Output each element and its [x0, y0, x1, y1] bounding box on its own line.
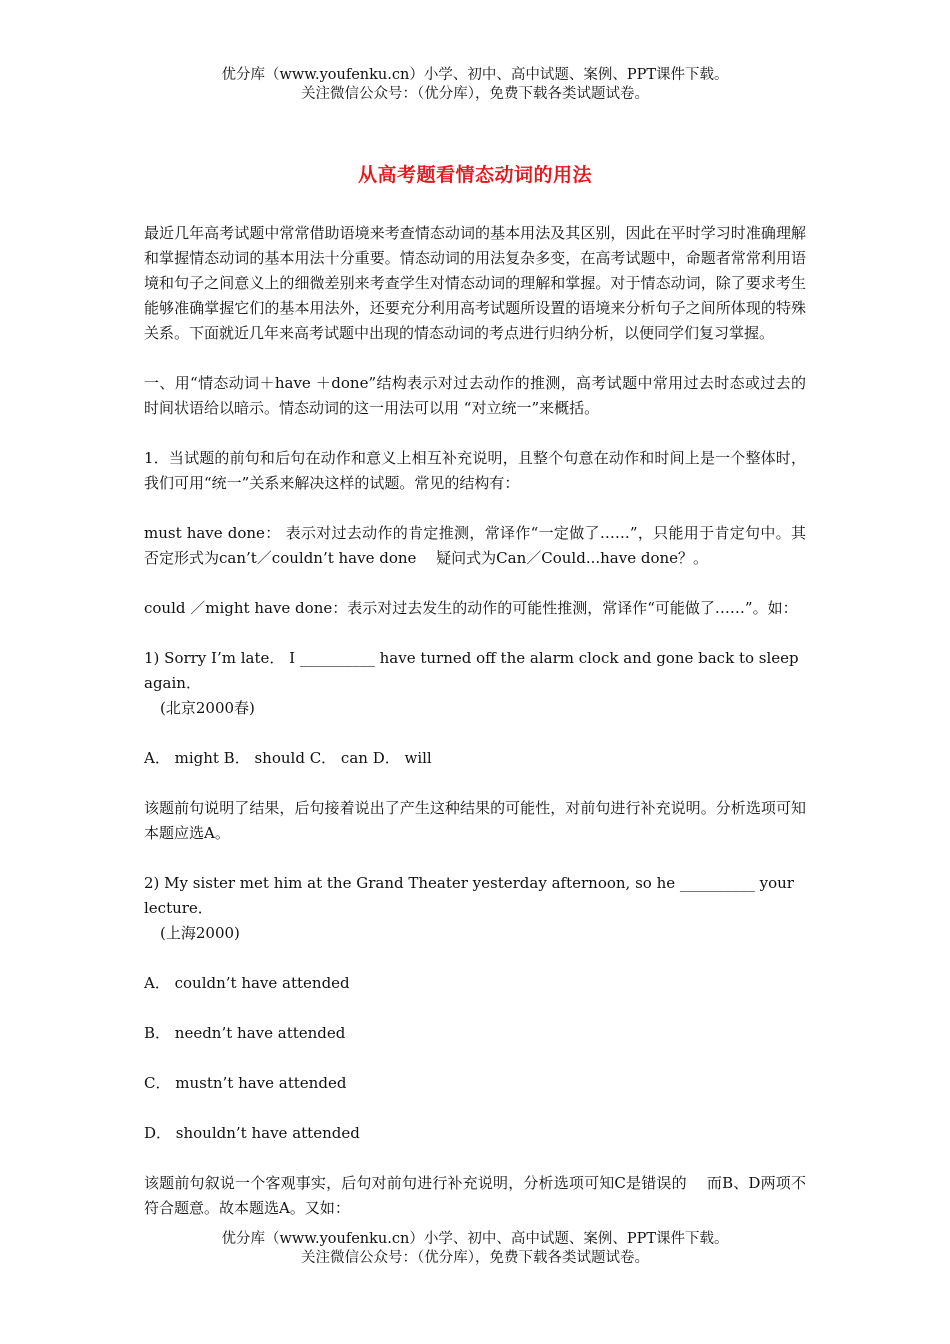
section-1-heading: 一、用“情态动词＋have ＋done”结构表示对过去动作的推测，高考试题中常用过去时态或过去的时间状语给以暗示。情态动词的这一用法可以用 “对立统一”来概括。 [144, 374, 806, 417]
question-1 [144, 646, 806, 721]
question-2-option-d: D． shouldn’t have attended [144, 1124, 360, 1142]
header-line-1: 优分库（www.youfenku.cn）小学、初中、高中试题、案例、PPT课件下载。 [221, 67, 729, 83]
document-body [144, 221, 806, 1246]
page-header [0, 66, 950, 104]
point-1-paragraph: 1．当试题的前句和后句在动作和意义上相互补充说明，且整个句意在动作和时间上是一个整体时，我们可用“统一”关系来解决这样的试题。常见的结构有： [144, 449, 806, 492]
footer-line-1: 优分库（www.youfenku.cn）小学、初中、高中试题、案例、PPT课件下载。 [221, 1231, 729, 1247]
question-1-options: A． might B． should C． can D． will [144, 749, 432, 767]
document-title: 从高考题看情态动词的用法 [357, 164, 592, 186]
question-1-analysis: 该题前句说明了结果，后句接着说出了产生这种结果的可能性，对前句进行补充说明。分析选项可知本题应选A。 [144, 799, 806, 842]
header-line-2: 关注微信公众号：（优分库），免费下载各类试题试卷。 [301, 86, 649, 102]
question-2 [144, 871, 806, 946]
question-1-source: (北京2000春) [160, 699, 255, 717]
question-2-source: (上海2000) [160, 924, 240, 942]
intro-paragraph: 最近几年高考试题中常常借助语境来考查情态动词的基本用法及其区别，因此在平时学习时准确理解和掌握情态动词的基本用法十分重要。情态动词的用法复杂多变，在高考试题中，命题者常常利用语境和句子之间意义上的细微差别来考查学生对情态动词的理解和掌握。对于情态动词，除了要求考生能够准确掌握它们的基本用法外，还要充分利用高考试题所设置的语境来分析句子之间所体现的特殊关系。下面就近几年来高考试题中出现的情态动词的考点进行归纳分析，以便同学们复习掌握。 [144, 224, 806, 342]
question-2-option-a: A． couldn’t have attended [144, 974, 350, 992]
could-have-done-paragraph: could ／might have done：表示对过去发生的动作的可能性推测，常译作“可能做了……”。如： [144, 599, 798, 617]
question-1-text: 1) Sorry I’m late． I __________ have turned off the alarm clock and gone back to sleep again． [144, 649, 799, 692]
footer-line-2: 关注微信公众号：（优分库），免费下载各类试题试卷。 [301, 1250, 649, 1266]
question-2-text: 2) My sister met him at the Grand Theater yesterday afternoon, so he __________ your lecture． [144, 874, 794, 917]
question-2-analysis: 该题前句叙说一个客观事实，后句对前句进行补充说明，分析选项可知C是错误的 而B、D两项不符合题意。故本题选A。又如： [144, 1174, 806, 1217]
must-have-done-paragraph: must have done： 表示对过去动作的肯定推测，常译作“一定做了……”，只能用于肯定句中。其否定形式为can’t／couldn’t have done 疑问式为Can／Could...have done？。 [144, 524, 806, 567]
page-footer [0, 1230, 950, 1268]
question-2-option-b: B． needn’t have attended [144, 1024, 346, 1042]
question-2-option-c: C． mustn’t have attended [144, 1074, 347, 1092]
